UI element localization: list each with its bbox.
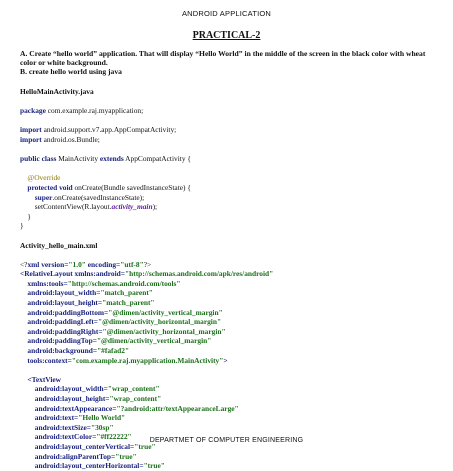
xml-attr-line <box>20 279 440 289</box>
java-package-line <box>20 106 440 116</box>
xml-attr-line <box>20 413 440 423</box>
xml-attr: android:text= <box>34 413 79 423</box>
xml-value: "?android:attr/textAppearanceLarge" <box>116 403 239 413</box>
spacer <box>20 116 440 126</box>
keyword: package <box>20 106 46 116</box>
java-class-line <box>20 154 440 164</box>
spacer <box>20 365 440 375</box>
xml-attr: android:layout_height= <box>34 394 110 403</box>
spacer <box>20 145 440 155</box>
xml-attr: android:textAppearance= <box>34 403 117 413</box>
xml-value: "http://schemas.android.com/tools" <box>67 278 181 288</box>
code-indent <box>20 413 35 422</box>
xml-value: "com.example.raj.myapplication.MainActivity" <box>71 355 224 365</box>
code-text: ?> <box>143 259 152 269</box>
java-annotation-line: @Override <box>20 173 61 183</box>
code-text: AppCompatActivity { <box>123 154 191 164</box>
xml-attr: android:layout_width= <box>27 288 101 298</box>
java-filename: HelloMainActivity.java <box>20 87 94 96</box>
code-text: <? <box>20 259 28 269</box>
xml-value: "@dimen/activity_vertical_margin" <box>96 336 212 346</box>
keyword: import <box>20 134 42 144</box>
xml-value: "30sp" <box>91 422 114 432</box>
xml-attr-line <box>20 384 440 394</box>
xml-attr-line <box>20 404 440 414</box>
xml-attr-line <box>20 327 440 337</box>
xml-attr-line <box>20 346 440 356</box>
aim-a: A. Create “hello world” application. That will display “Hello World” in the middle of the screen in the black color with wheat color or white background. <box>20 49 426 67</box>
xml-value: "wrap_content" <box>107 384 160 394</box>
xml-value: "wrap_content" <box>109 394 162 403</box>
code-body <box>20 87 440 471</box>
xml-value: "@dimen/activity_horizontal_margin" <box>98 317 222 327</box>
page-header: ANDROID APPLICATION <box>181 9 272 18</box>
java-import-line <box>20 125 440 135</box>
xml-value: "utf-8" <box>120 259 144 269</box>
xml-value: "match_parent" <box>102 298 155 308</box>
code-text: android.os.Bundle; <box>41 134 100 144</box>
java-import-line <box>20 135 440 145</box>
spacer <box>20 250 440 260</box>
xml-attr: android:paddingRight= <box>27 326 103 336</box>
xml-attr: android:background= <box>27 346 98 356</box>
code-text: android.support.v7.app.AppCompatActivity; <box>41 125 177 135</box>
java-brace-line: } <box>20 211 31 221</box>
xml-attr-line <box>20 461 440 471</box>
keyword: extends <box>99 154 124 164</box>
code-text: com.example.raj.myapplication; <box>45 106 144 116</box>
xml-attr: android:paddingBottom= <box>27 307 109 317</box>
java-method-line <box>20 183 440 193</box>
spacer <box>20 97 440 107</box>
xml-attr: encoding= <box>85 259 121 269</box>
xml-attr: xml version= <box>27 259 69 269</box>
code-indent <box>20 423 35 432</box>
xml-attr-line <box>20 356 440 366</box>
xml-value: "@dimen/activity_horizontal_margin" <box>102 326 226 336</box>
code-text: .onCreate(savedInstanceState); <box>52 192 145 202</box>
xml-filename: Activity_hello_main.xml <box>20 240 98 250</box>
page-footer: DEPARTMET OF COMPUTER ENGINEERING <box>149 437 304 444</box>
code-text: setContentView(R.layout. <box>20 202 112 212</box>
xml-value: "@dimen/activity_vertical_margin" <box>108 307 223 317</box>
xml-attr-line <box>20 298 440 308</box>
xml-attr: android:layout_centerHorizontal= <box>34 461 144 471</box>
xml-attr: tools:context= <box>27 355 72 365</box>
xml-value: "http://schemas.android.com/apk/res/android" <box>125 269 274 279</box>
xml-attr-line <box>20 269 440 279</box>
field-ref: activity_main <box>111 202 153 212</box>
xml-attr-line <box>20 336 440 346</box>
xml-attr-line <box>20 423 440 433</box>
xml-attr-line <box>20 394 440 404</box>
java-super-line <box>20 193 440 203</box>
xml-value: "true" <box>115 451 137 461</box>
keyword: super <box>20 192 53 202</box>
spacer <box>20 164 440 174</box>
keyword: import <box>20 125 42 135</box>
aim-b: B. create hello world using java <box>20 67 122 76</box>
xml-value: "true" <box>143 461 165 471</box>
xml-textview-attrs <box>20 384 440 470</box>
xml-attr-line <box>20 308 440 318</box>
xml-relativelayout <box>20 269 440 365</box>
code-indent <box>20 461 35 470</box>
xml-attr: android:paddingLeft= <box>27 317 99 327</box>
aim-section <box>20 49 440 76</box>
code-text: onCreate(Bundle savedInstanceState) { <box>72 182 191 192</box>
keyword: protected void <box>20 182 73 192</box>
keyword: public class <box>20 154 57 164</box>
xml-value: "true" <box>134 441 156 451</box>
java-setcontent-line <box>20 202 440 212</box>
xml-attr-line <box>20 452 440 462</box>
xml-attr: xmlns:tools= <box>27 278 68 288</box>
xml-attr: android:layout_centerVertical= <box>34 441 135 451</box>
code-text: MainActivity <box>56 154 100 164</box>
xml-textview-tag: <TextView <box>20 374 62 384</box>
xml-attr: android:paddingTop= <box>27 336 97 346</box>
practical-title: PRACTICAL-2 <box>192 30 261 41</box>
xml-attr: android:layout_width= <box>34 384 108 394</box>
xml-attr: xmlns:android= <box>74 269 126 279</box>
xml-attr-line <box>20 317 440 327</box>
xml-value: "match_parent" <box>100 288 153 298</box>
spacer <box>20 231 440 241</box>
xml-tag: <RelativeLayout <box>20 269 75 279</box>
xml-attr: android:textSize= <box>34 422 91 432</box>
xml-attr: android:textColor= <box>34 432 97 442</box>
xml-tag: > <box>223 355 228 365</box>
xml-value: "1.0" <box>68 259 86 269</box>
code-text: ); <box>152 202 158 212</box>
code-indent <box>20 404 35 413</box>
xml-attr-line <box>20 288 440 298</box>
xml-value: "Hello World" <box>78 413 126 423</box>
code-indent <box>20 394 35 403</box>
xml-value: "#ff22222" <box>96 432 132 442</box>
xml-declaration-line <box>20 260 440 270</box>
code-indent <box>20 384 35 393</box>
xml-attr: android:alignParentTop= <box>34 451 116 461</box>
xml-value: "#fafad2" <box>97 346 130 356</box>
xml-attr: android:layout_height= <box>27 298 103 308</box>
java-brace-line: } <box>20 221 24 231</box>
